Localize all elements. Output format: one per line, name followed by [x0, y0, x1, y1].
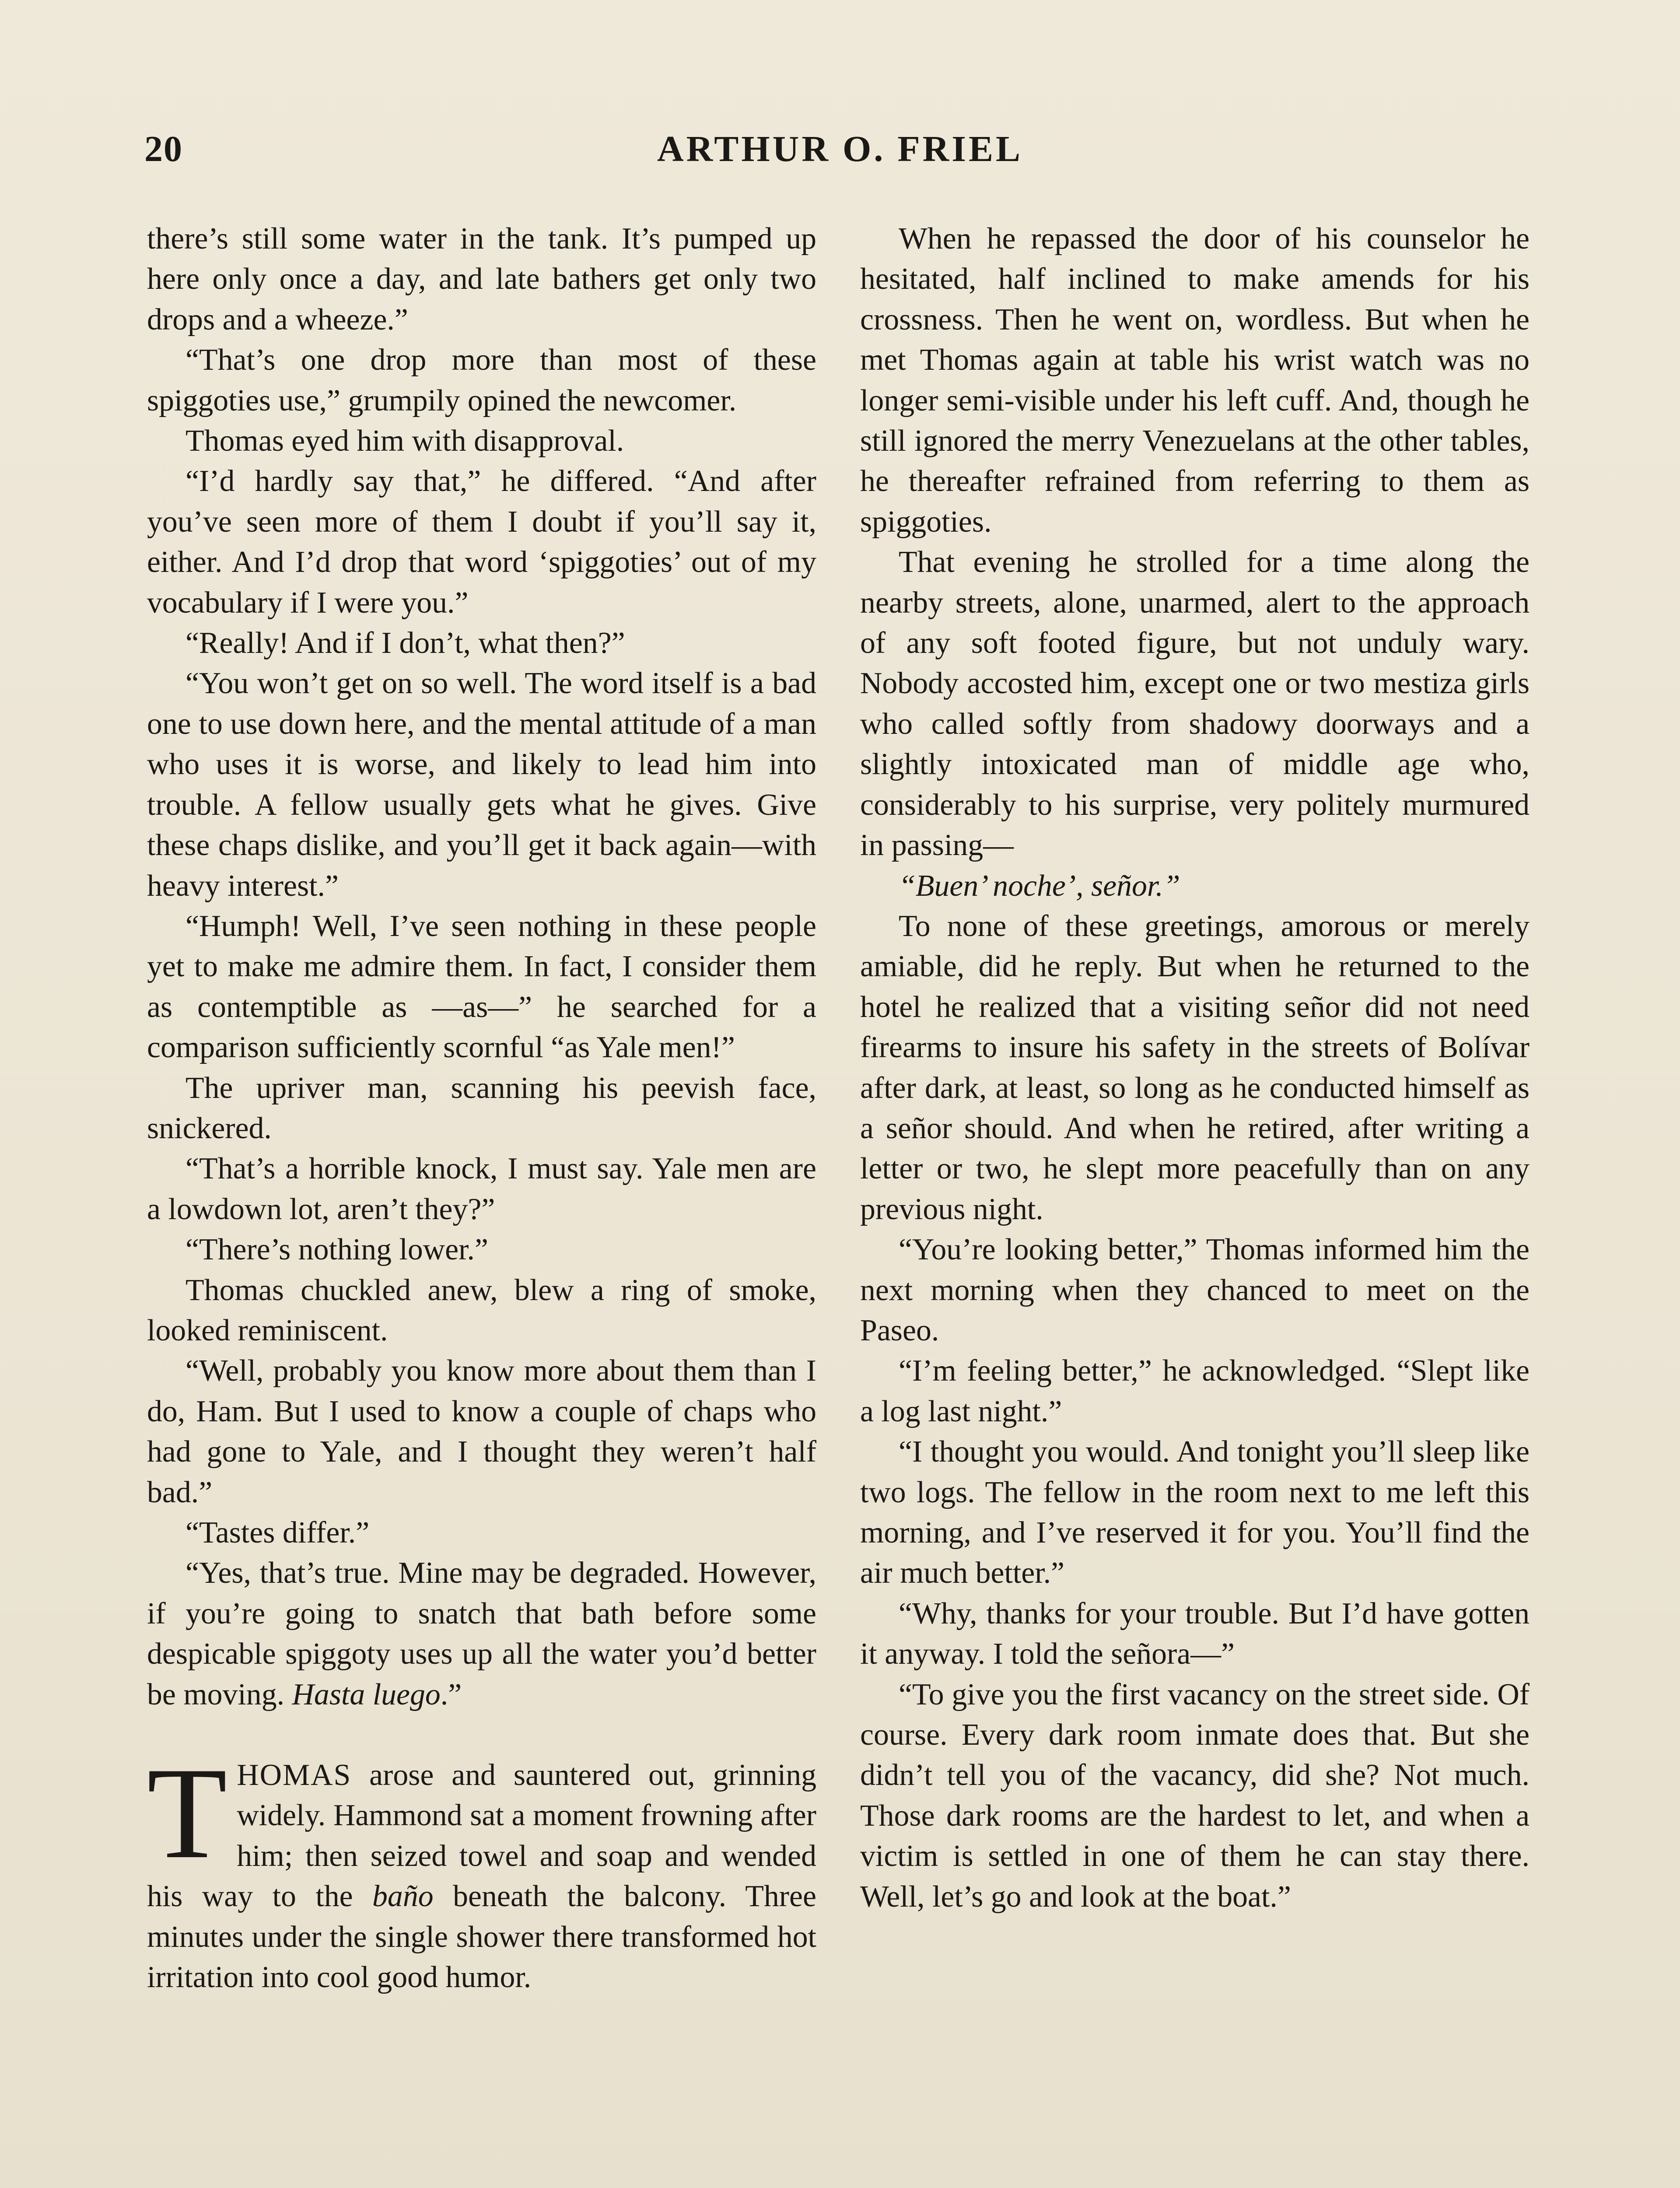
paragraph: That evening he strolled for a time along the nearby streets, alone, unarmed, alert to the approach of any soft footed figure, but not unduly wary. Nobody accosted him, except one or two mestiza girls who called softly from shadowy doorways and a slightly intoxicated man of middle age who, considerably to his surprise, very politely murmured in passing— — [860, 545, 1530, 863]
paragraph — [147, 1553, 816, 1715]
italic-phrase: Hasta luego — [292, 1677, 441, 1711]
right-column — [860, 219, 1530, 1917]
italic-word: baño — [372, 1879, 434, 1914]
page-number: 20 — [144, 129, 183, 169]
running-head: ARTHUR O. FRIEL — [657, 129, 1023, 169]
drop-cap: T — [147, 1740, 228, 1886]
page-header — [144, 128, 1536, 185]
paragraph: “I’d hardly say that,” he differed. “And after you’ve seen more of them I doubt if you’ll say it, either. And I’d drop that word ‘spiggoties’ out of my vocabulary if I were you.” — [147, 464, 816, 620]
small-caps-word: HOMAS — [237, 1758, 352, 1792]
paragraph-text: beneath the balcony. Three minutes under the single shower there transformed hot irritation into cool good humor. — [147, 1879, 816, 1995]
paragraph: “I’m feeling better,” he acknowledged. “Slept like a log last night.” — [860, 1354, 1530, 1428]
paragraph: “Tastes differ.” — [186, 1516, 370, 1550]
paragraph: “Buen’ noche’, señor.” — [899, 869, 1180, 903]
paragraph: “Well, probably you know more about them than I do, Ham. But I used to know a couple of chaps who had gone to Yale, and I thought they weren’t half bad.” — [147, 1354, 816, 1509]
paragraph: When he repassed the door of his counselor he hesitated, half inclined to make amends for his crossness. Then he went on, wordless. But when he met Thomas again at table his wrist watch was no longer semi-visible under his left cuff. And, though he still ignored the merry Venezuelans at the other tables, he thereafter refrained from referring to them as spiggoties. — [860, 222, 1530, 539]
paragraph: “Humph! Well, I’ve seen nothing in these people yet to make me admire them. In fact, I consider them as contemptible as —as—” he searched for a comparison sufficiently scornful “as Yale men!” — [147, 909, 816, 1065]
paragraph: To none of these greetings, amorous or merely amiable, did he reply. But when he returned to the hotel he realized that a visiting señor did not need firearms to insure his safety in the streets of Bolívar after dark, at least, so long as he conducted himself as a señor should. And when he retired, after writing a letter or two, he slept more peacefully than on any previous night. — [860, 909, 1530, 1226]
paragraph: Thomas eyed him with disapproval. — [186, 424, 624, 458]
paragraph: “I thought you would. And tonight you’ll sleep like two logs. The fellow in the room next to me left this morning, and I’ve reserved it for you. You’ll find the air much better.” — [860, 1435, 1530, 1590]
left-column — [147, 219, 816, 1998]
paragraph: “There’s nothing lower.” — [186, 1233, 488, 1267]
paragraph-text: “Yes, that’s true. Mine may be degraded. However, if you’re going to snatch that bath before some despicable spiggoty uses up all the water you’d better be moving. — [147, 1556, 816, 1711]
paragraph: Thomas chuckled anew, blew a ring of smoke, looked reminiscent. — [147, 1273, 816, 1347]
paragraph: there’s still some water in the tank. It’s pumped up here only once a day, and late bathers get only two drops and a wheeze.” — [147, 222, 816, 337]
paragraph: “Really! And if I don’t, what then?” — [186, 626, 625, 660]
paragraph: “To give you the first vacancy on the street side. Of course. Every dark room inmate does that. But she didn’t tell you of the vacancy, did she? Not much. Those dark rooms are the hardest to let, and when a victim is settled in one of them he can stay there. Well, let’s go and look at the boat.” — [860, 1677, 1530, 1914]
paragraph: “That’s a horrible knock, I must say. Yale men are a lowdown lot, aren’t they?” — [147, 1152, 816, 1226]
section-start-paragraph — [147, 1740, 817, 1998]
paragraph: “You won’t get on so well. The word itself is a bad one to use down here, and the mental attitude of a man who uses it is worse, and likely to lead him into trouble. A fellow usually gets what he gives. Give these chaps dislike, and you’ll get it back again—with heavy interest.” — [147, 666, 816, 903]
paragraph: “Why, thanks for your trouble. But I’d have gotten it anyway. I told the señora—” — [860, 1596, 1530, 1671]
paragraph-text: arose and sauntered out, grinning widely. Hammond sat a moment frowning after him; then seized towel and soap and wended his way to the — [147, 1758, 817, 1914]
paragraph: “You’re looking better,” Thomas informed him the next morning when they chanced to meet on the Paseo. — [860, 1233, 1530, 1347]
paragraph-text: .” — [440, 1677, 462, 1711]
paragraph: “That’s one drop more than most of these spiggoties use,” grumpily opined the newcomer. — [147, 343, 816, 417]
paragraph: The upriver man, scanning his peevish face, snickered. — [147, 1071, 816, 1145]
